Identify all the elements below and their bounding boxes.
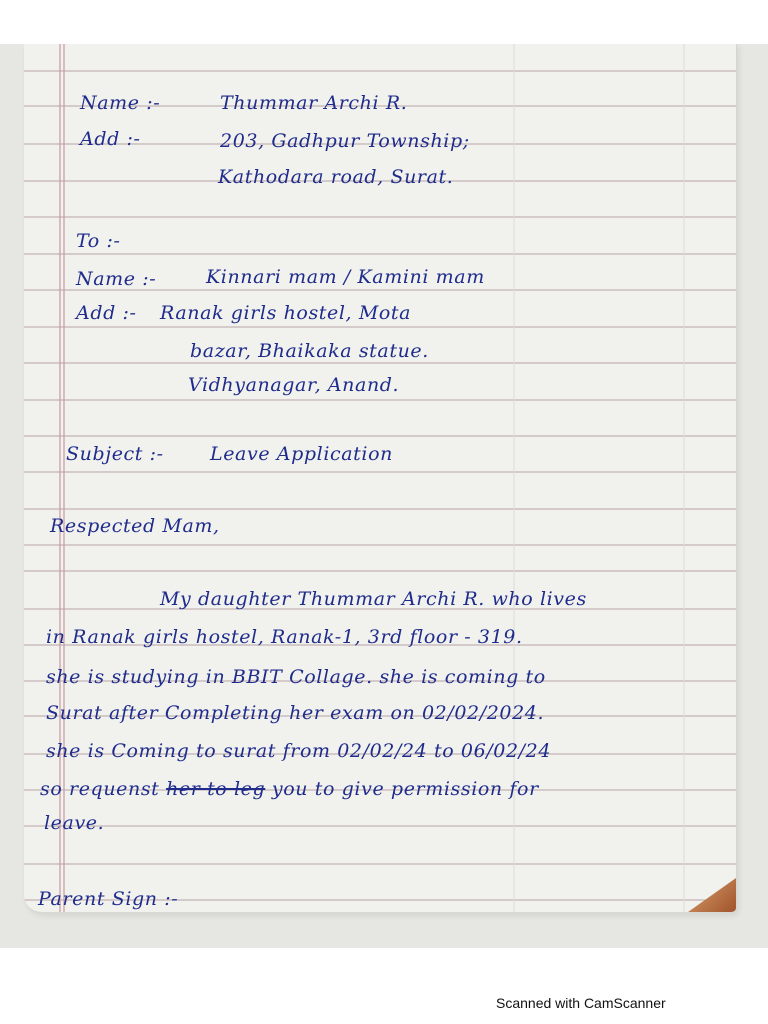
sender-address-line-2: Kathodara road, Surat. [218,166,454,188]
body-line-3: she is studying in BBIT Collage. she is coming to [46,666,546,688]
recipient-address-line-1: Ranak girls hostel, Mota [160,302,412,324]
subject-value: Leave Application [210,443,393,465]
body-line-7: leave. [44,812,105,834]
struck-out-text: her to leg [166,778,266,800]
body-line-1: My daughter Thummar Archi R. who lives [160,588,587,610]
sender-name-label: Name :- [80,92,161,114]
body-line-2: in Ranak girls hostel, Ranak-1, 3rd floor - 319. [46,626,523,648]
recipient-name-label: Name :- [76,268,157,290]
salutation: Respected Mam, [50,515,220,537]
recipient-name-value: Kinnari mam / Kamini mam [206,266,485,288]
body-line-6-start: so requenst [40,778,160,800]
sender-address-label: Add :- [80,128,141,150]
scanner-watermark: Scanned with CamScanner [496,995,666,1011]
sender-address-line-1: 203, Gadhpur Township; [220,130,470,152]
to-label: To :- [76,230,121,252]
recipient-address-label: Add :- [76,302,137,324]
body-line-6-end: you to give permission for [271,778,539,800]
subject-label: Subject :- [66,443,164,465]
sender-name-value: Thummar Archi R. [220,92,408,114]
parent-sign-label: Parent Sign :- [38,888,179,910]
body-line-4: Surat after Completing her exam on 02/02/2024. [46,702,545,724]
recipient-address-line-3: Vidhyanagar, Anand. [188,374,400,396]
body-line-5: she is Coming to surat from 02/02/24 to 06/02/24 [46,740,552,762]
recipient-address-line-2: bazar, Bhaikaka statue. [190,340,429,362]
body-line-6 [40,778,539,800]
